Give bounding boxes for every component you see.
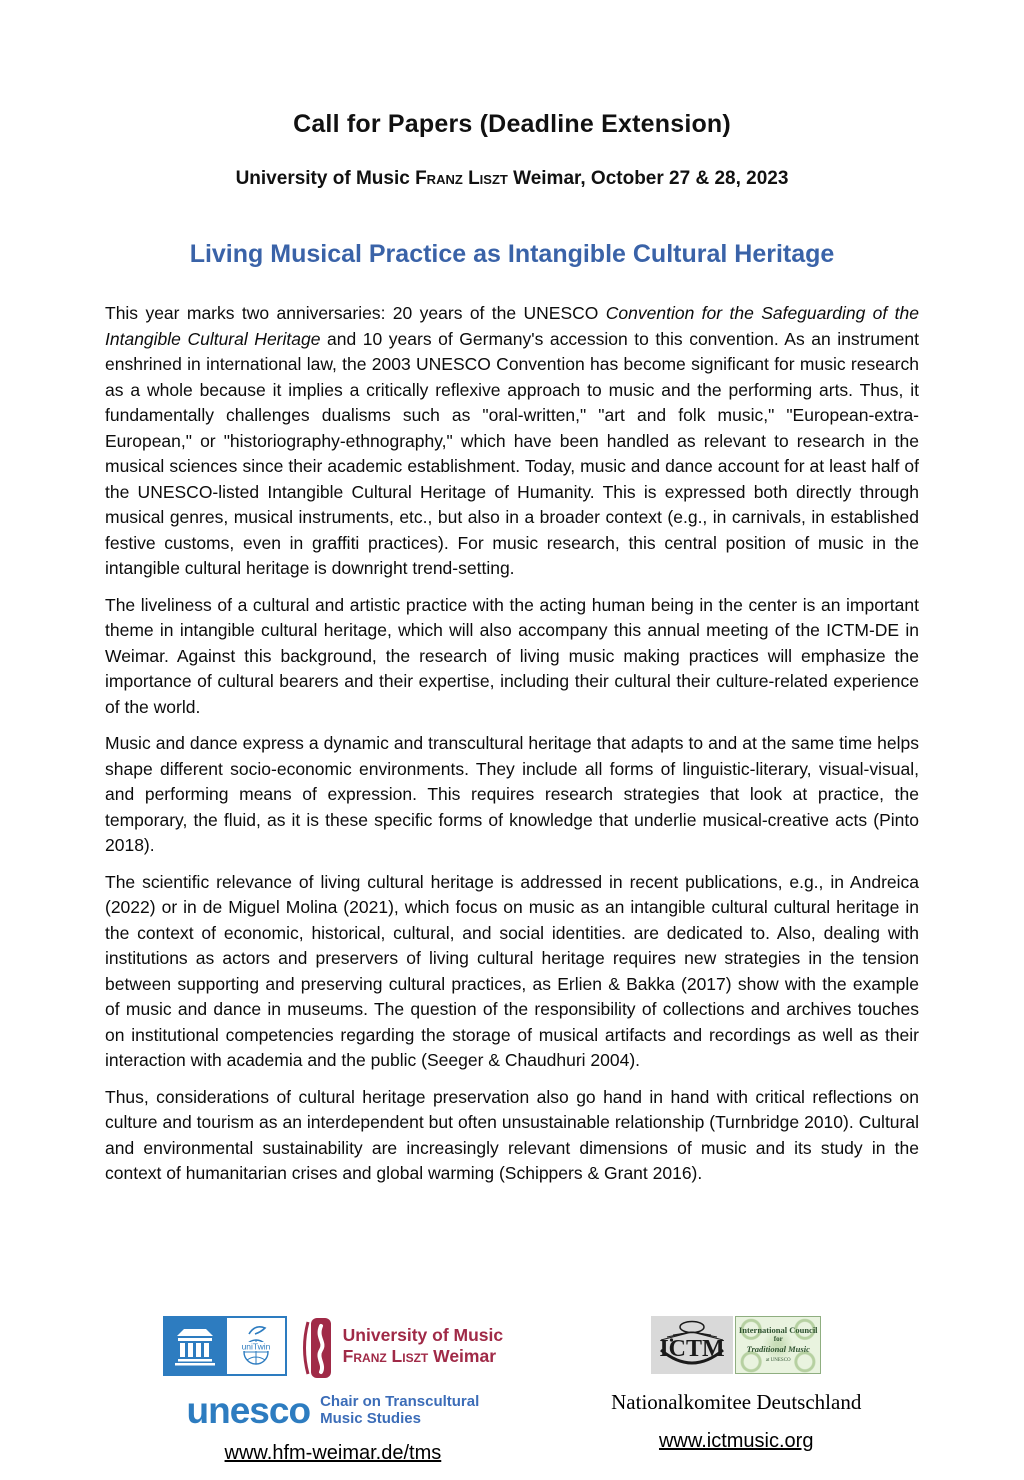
unitwin-label: uniTwin [241, 1341, 271, 1352]
paragraph-2: The liveliness of a cultural and artistic practice with the acting human being in the center is an important theme in intangible cultural heritage, which will also accompany this annual meeting of the ICTM-DE in Weimar. Against this background, the research of living music making practices will emphasize the importance of cultural bearers and their expertise, including their cultural their culture-related experience of the world. [105, 594, 919, 717]
unesco-emblem [163, 1316, 287, 1376]
page-title: Call for Papers (Deadline Extension) [293, 110, 731, 138]
body-text [105, 301, 919, 1187]
hfm-franz-liszt: Franz Liszt [342, 1346, 429, 1366]
paragraph-3: Music and dance express a dynamic and transcultural heritage that adapts to and at the same time helps shape different socio-economic environments. They include all forms of linguistic-literary, visual-visual, and performing means of expression. This requires research strategies that look at practice, the temporary, the fluid, as it is these specific forms of knowledge that underlie musical-creative acts (Pinto 2018). [105, 733, 919, 855]
unesco-wordmark: unesco [186, 1389, 311, 1431]
hfm-line1: University of Music [342, 1325, 504, 1345]
page-subtitle [105, 168, 919, 190]
paragraph-1 [105, 301, 919, 582]
national-committee-label: Nationalkomitee Deutschland [611, 1389, 862, 1414]
ictm-logo-icon [651, 1316, 733, 1374]
hfm-weimar-logo-icon [300, 1316, 332, 1385]
footer-left-column [163, 1316, 503, 1465]
ictm-logo-row [651, 1316, 821, 1382]
paragraph-1-convention-title: Convention for the Safeguarding of the Intangible Cultural Heritage [105, 303, 919, 349]
paragraph-4: The scientific relevance of living cultural heritage is addressed in recent publications, e.g., in Andreica (2022) or in de Miguel Molina (2021), which focus on music as an intangible cultural cultural heritage in the context of economic, historical, cultural, and social identities. are dedicated to. Also, dealing with institutions as actors and preservers of living cultural heritage requires new strategies in the tension between supporting and preserving cultural practices, as Erlien & Bakka (2017) show with the example of music and dance in museums. The question of the responsibility of collections and archives touches on institutional competencies regarding the storage of musical artifacts and recordings as well as their interaction with academia and the public (Seeger & Chaudhuri 2004). [105, 871, 919, 1070]
chair-label [320, 1393, 479, 1427]
chair-line2: Music Studies [320, 1410, 421, 1427]
paragraph-1-start: This year marks two anniversaries: 20 years of the UNESCO [105, 303, 606, 323]
subtitle-franz-liszt: Franz Liszt [415, 168, 508, 189]
hfm-line2 [343, 1346, 503, 1367]
ictm-acronym: ICTM [659, 1336, 725, 1362]
document-content [0, 110, 1024, 1187]
unesco-chair-row [187, 1386, 480, 1434]
stamp-small-line: at UNESCO [765, 1358, 791, 1363]
stamp-line1: International Council [738, 1325, 818, 1335]
chair-line1: Chair on Transcultural [320, 1393, 480, 1410]
paragraph-1-rest: and 10 years of Germany's accession to this convention. As an instrument enshrined in international law, the 2003 UNESCO Convention has become significant for music research as a whole because it implies a critically reflexive approach to music and the performing arts. Thus, it fundamentally challenges dualisms such as "oral-written," "art and folk music," "European-extra-European," or "historiography-ethnography," which have been handled as relevant to research in the musical sciences since their academic establishment. Today, music and dance account for at least half of the UNESCO-listed Intangible Cultural Heritage of Humanity. This is expressed both directly through musical genres, musical instruments, etc., but also in a broader context (e.g., in carnivals, in established festive customs, even in graffiti practices). For music research, this central position of music in the intangible cultural heritage is downright trend-setting. [105, 328, 919, 578]
ictm-link[interactable]: www.ictmusic.org [658, 1430, 814, 1452]
hfm-weimar-link[interactable]: www.hfm-weimar.de/tms [224, 1442, 442, 1464]
hfm-weimar-wordmark [343, 1325, 503, 1367]
footer-right-column [611, 1316, 861, 1453]
hfm-weimar-suffix: Weimar [428, 1346, 497, 1366]
ictm-stamp-icon [735, 1316, 821, 1374]
stamp-line3: Traditional Music [746, 1344, 810, 1354]
unesco-hfm-logo-row [163, 1316, 503, 1382]
stamp-line2: for [773, 1335, 783, 1343]
paragraph-5: Thus, considerations of cultural heritage preservation also go hand in hand with critical reflections on culture and tourism as an interdependent but often unsustainable relationship (Turnbridge 2010). Cultural and environmental sustainability are increasingly relevant dimensions of music and its study in the context of humanitarian crises and global warming (Schippers & Grant 2016). [105, 1086, 919, 1183]
unesco-temple-icon [165, 1318, 225, 1374]
subtitle-suffix: Weimar, October 27 & 28, 2023 [507, 168, 789, 189]
unitwin-icon [225, 1318, 285, 1374]
conference-theme-heading: Living Musical Practice as Intangible Cultural Heritage [189, 240, 835, 268]
subtitle-prefix: University of Music [235, 168, 416, 189]
footer-logos [0, 1316, 1024, 1465]
